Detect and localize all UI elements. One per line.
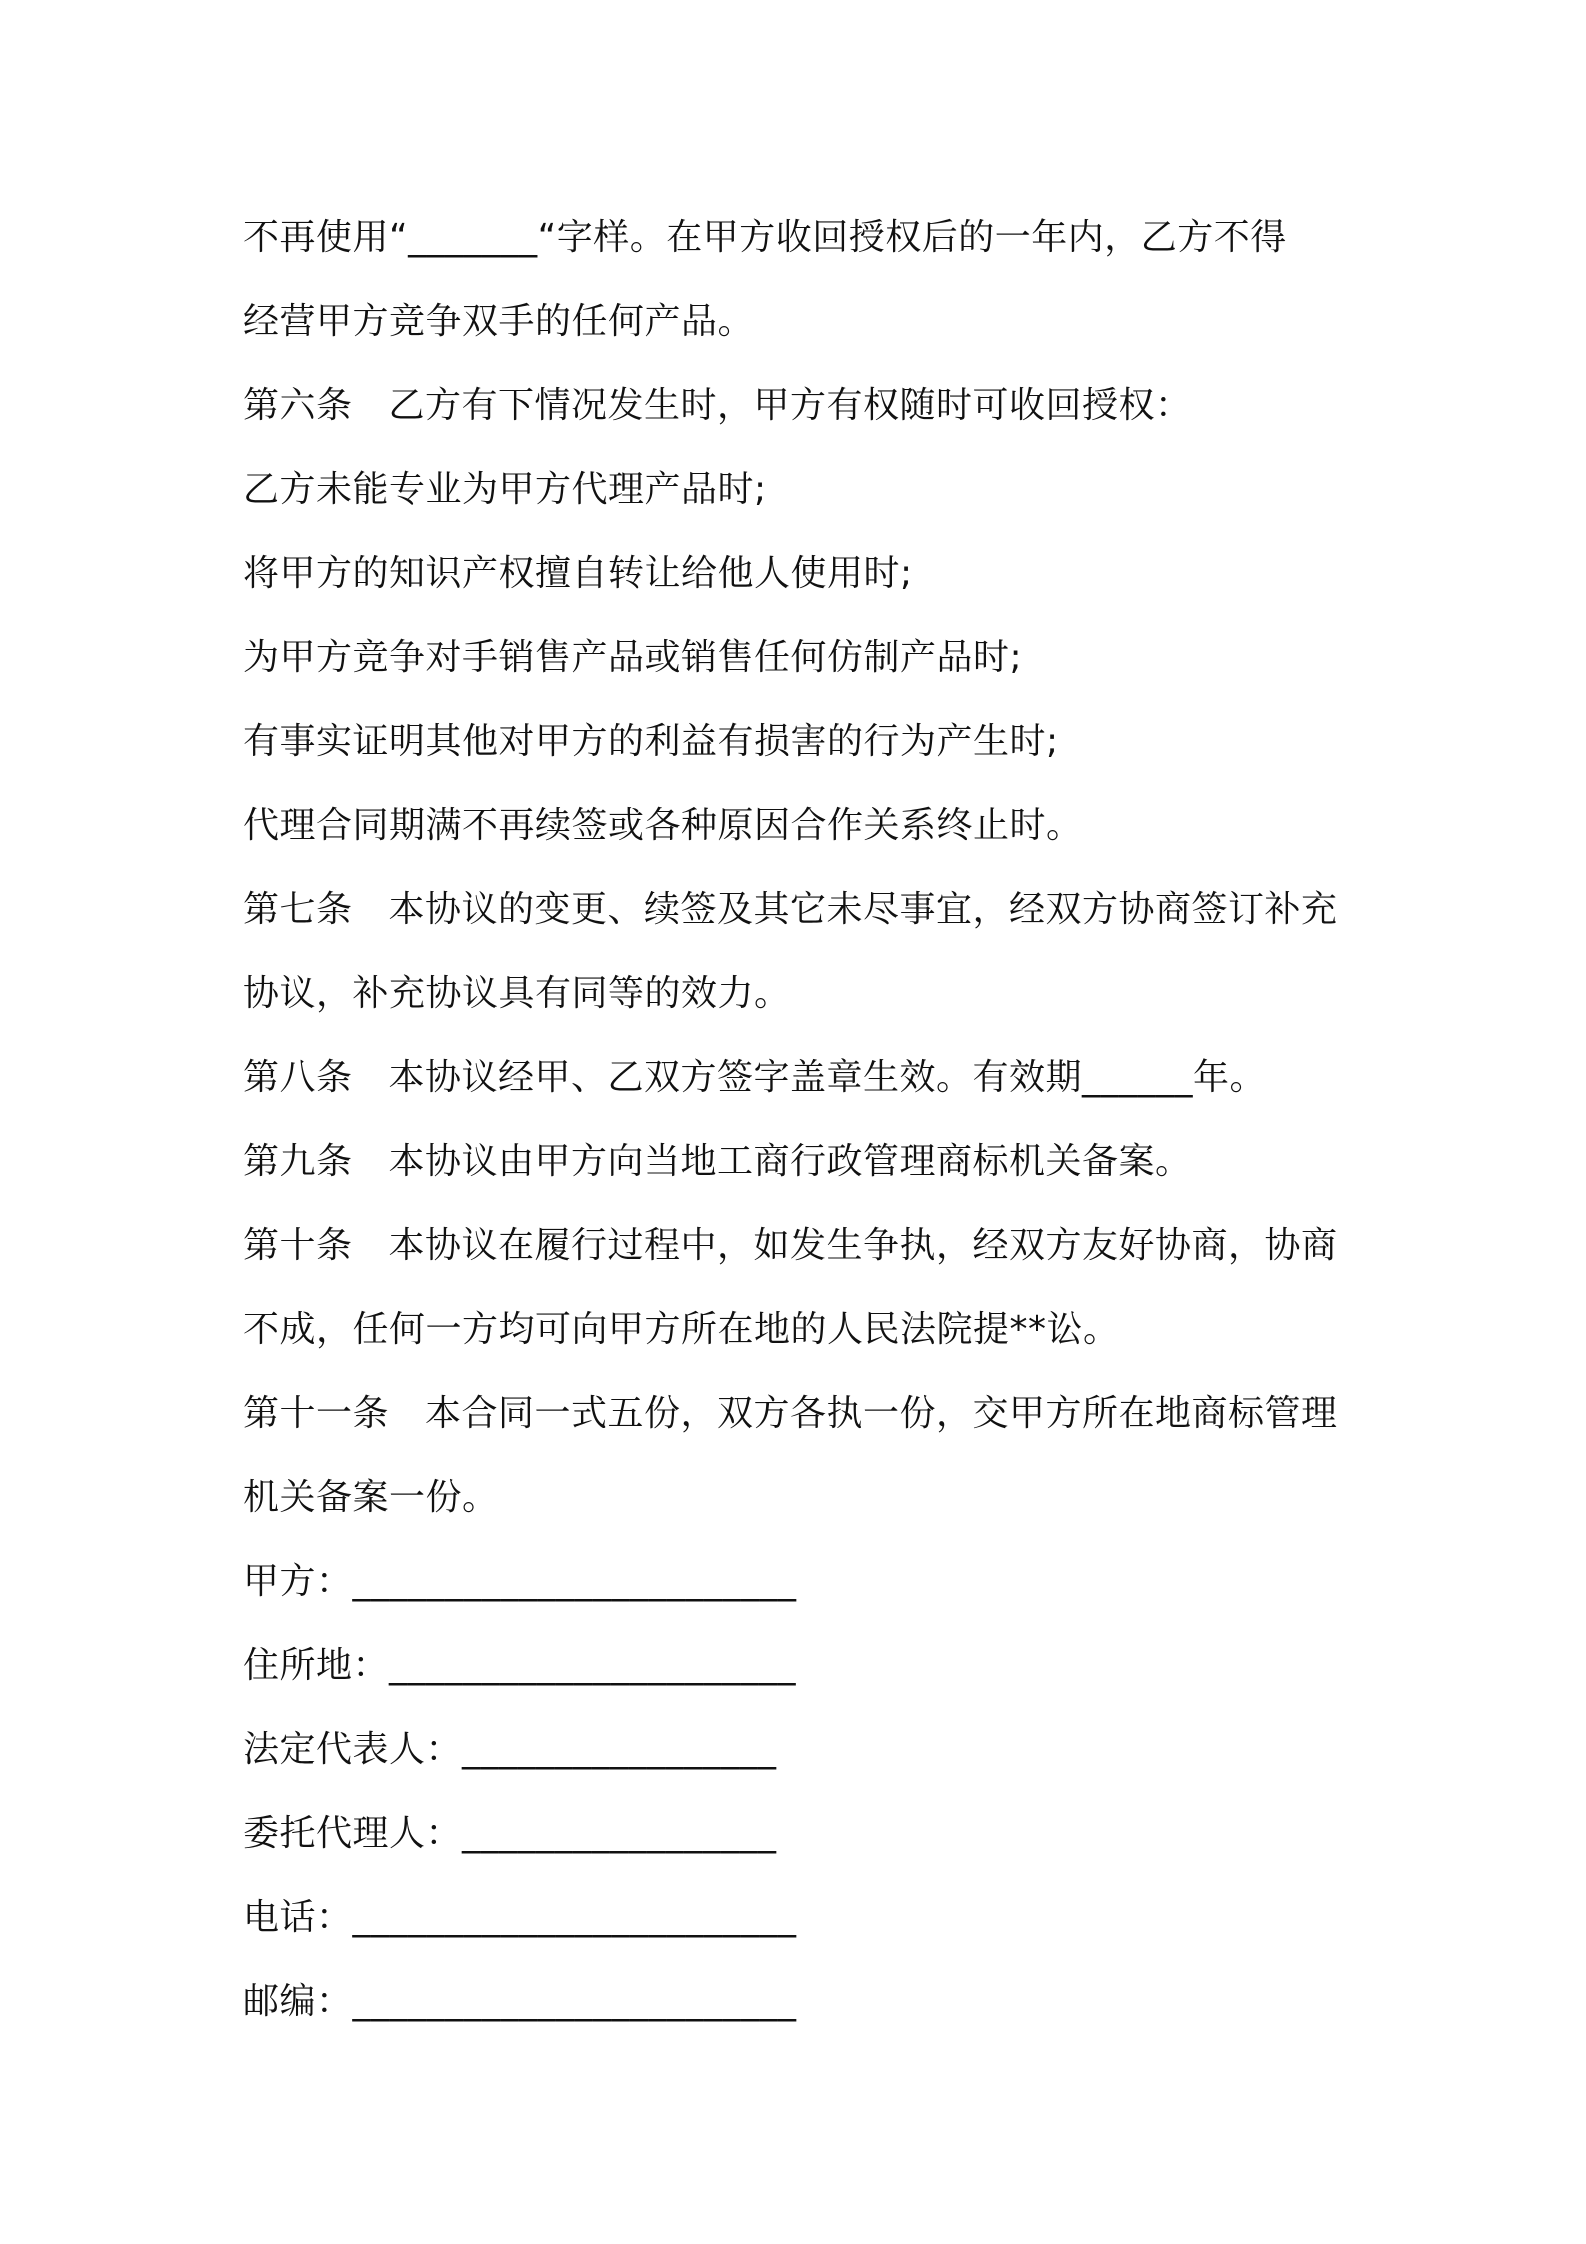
line-text: 本协议在履行过程中，如发生争执，经双方友好协商，协商	[388, 1225, 1338, 1266]
article-number: 第九条	[243, 1141, 353, 1182]
document-line	[243, 1876, 1363, 1960]
document-line	[243, 1372, 1363, 1456]
document-body	[243, 196, 1363, 2044]
line-text: 委托代理人：_________________	[243, 1813, 777, 1854]
line-text: 本协议的变更、续签及其它未尽事宜，经双方协商签订补充	[388, 889, 1338, 930]
article-number: 第十一条	[243, 1393, 390, 1434]
line-text: 乙方未能专业为甲方代理产品时;	[243, 469, 767, 510]
document-line	[243, 1288, 1363, 1372]
document-line	[243, 952, 1363, 1036]
line-text: 将甲方的知识产权擅自转让给他人使用时;	[243, 553, 913, 594]
document-line	[243, 700, 1363, 784]
document-line	[243, 532, 1363, 616]
line-text: 协议，补充协议具有同等的效力。	[243, 973, 791, 1014]
line-text: 法定代表人：_________________	[243, 1729, 777, 1770]
article-number: 第六条	[243, 385, 353, 426]
line-text: 经营甲方竞争双手的任何产品。	[243, 301, 755, 342]
line-text: 代理合同期满不再续签或各种原因合作关系终止时。	[243, 805, 1083, 846]
line-text: 有事实证明其他对甲方的利益有损害的行为产生时;	[243, 721, 1059, 762]
document-line	[243, 196, 1363, 280]
line-text: 为甲方竞争对手销售产品或销售任何仿制产品时;	[243, 637, 1023, 678]
document-line	[243, 784, 1363, 868]
line-text: 本合同一式五份，双方各执一份，交甲方所在地商标管理	[425, 1393, 1338, 1434]
document-line	[243, 448, 1363, 532]
document-line	[243, 1708, 1363, 1792]
line-text: 电话：________________________	[243, 1897, 797, 1938]
line-text: 不成，任何一方均可向甲方所在地的人民法院提**讼。	[243, 1309, 1120, 1350]
document-line	[243, 1456, 1363, 1540]
document-line	[243, 868, 1363, 952]
document-line	[243, 1960, 1363, 2044]
document-line	[243, 1792, 1363, 1876]
document-line	[243, 364, 1363, 448]
line-text: 住所地：______________________	[243, 1645, 797, 1686]
line-text: 本协议由甲方向当地工商行政管理商标机关备案。	[388, 1141, 1192, 1182]
line-text: 甲方：________________________	[243, 1561, 797, 1602]
line-text: 邮编：________________________	[243, 1981, 797, 2022]
document-line	[243, 280, 1363, 364]
line-text: 乙方有下情况发生时，甲方有权随时可收回授权：	[388, 385, 1192, 426]
document-line	[243, 1540, 1363, 1624]
document-line	[243, 1036, 1363, 1120]
line-text: 机关备案一份。	[243, 1477, 499, 1518]
line-text: 不再使用“_______“字样。在甲方收回授权后的一年内，乙方不得	[243, 217, 1287, 258]
document-line	[243, 616, 1363, 700]
article-number: 第十条	[243, 1225, 353, 1266]
line-text: 本协议经甲、乙双方签字盖章生效。有效期______年。	[388, 1057, 1267, 1098]
document-line	[243, 1624, 1363, 1708]
article-number: 第八条	[243, 1057, 353, 1098]
document-line	[243, 1120, 1363, 1204]
article-number: 第七条	[243, 889, 353, 930]
document-line	[243, 1204, 1363, 1288]
